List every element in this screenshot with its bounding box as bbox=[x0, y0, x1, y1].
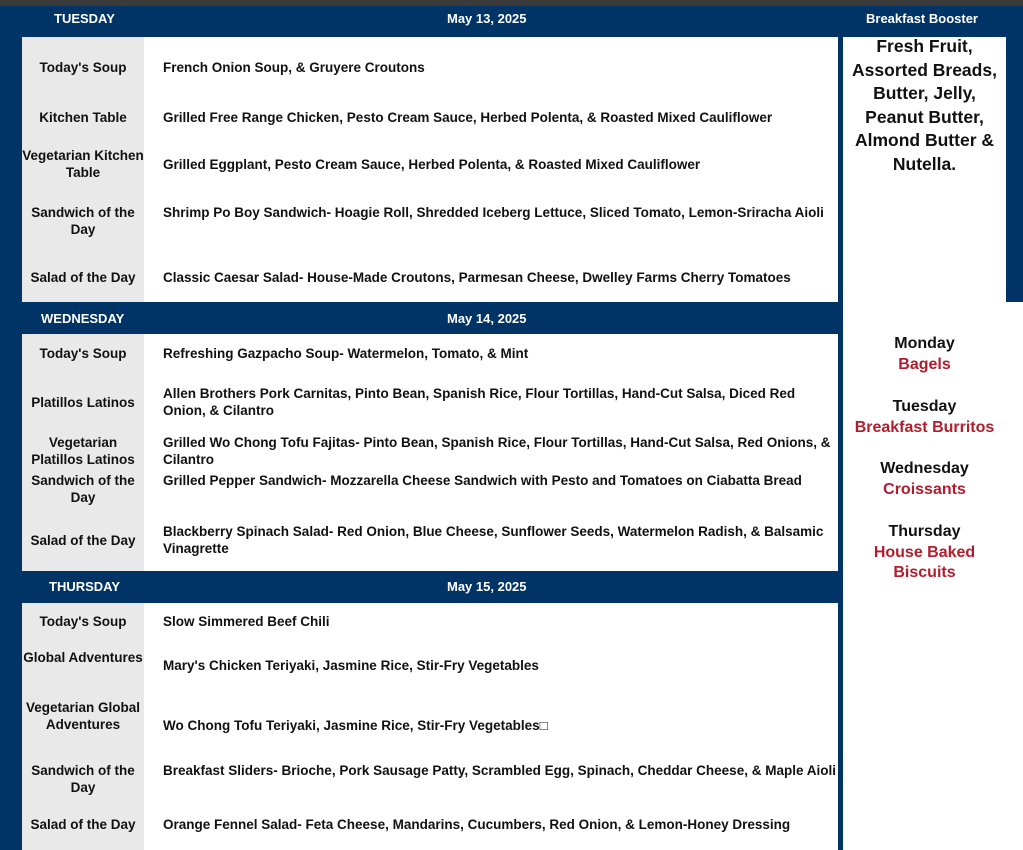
row-label: Today's Soup bbox=[39, 60, 127, 75]
row-label: Salad of the Day bbox=[30, 270, 136, 285]
row-description: Orange Fennel Salad- Feta Cheese, Mandarins, Cucumbers, Red Onion, & Lemon-Honey Dressing bbox=[163, 817, 791, 832]
breakfast-booster-header: Breakfast Booster bbox=[866, 11, 978, 26]
booster-day-thursday bbox=[843, 522, 1006, 583]
booster-day-item: House Baked Biscuits bbox=[873, 544, 976, 581]
row-label: Platillos Latinos bbox=[31, 395, 135, 410]
row-description: Grilled Free Range Chicken, Pesto Cream Sauce, Herbed Polenta, & Roasted Mixed Cauliflower bbox=[163, 110, 773, 125]
breakfast-booster-description: Fresh Fruit, Assorted Breads, Butter, Jelly, Peanut Butter, Almond Butter & Nutella. bbox=[852, 36, 997, 174]
booster-day-name: Tuesday bbox=[892, 398, 957, 415]
row-description: Breakfast Sliders- Brioche, Pork Sausage Patty, Scrambled Egg, Spinach, Cheddar Cheese, & Maple Aioli bbox=[163, 763, 836, 778]
row-description: Blackberry Spinach Salad- Red Onion, Blue Cheese, Sunflower Seeds, Watermelon Radish, & Balsamic Vinagrette bbox=[163, 524, 824, 556]
row-label: Global Adventures bbox=[23, 650, 143, 665]
booster-day-name: Wednesday bbox=[880, 460, 969, 477]
row-description: French Onion Soup, & Gruyere Croutons bbox=[163, 60, 425, 75]
top-bar bbox=[0, 0, 1023, 6]
row-description: Refreshing Gazpacho Soup- Watermelon, Tomato, & Mint bbox=[163, 346, 529, 361]
row-description: Slow Simmered Beef Chili bbox=[163, 614, 330, 629]
row-description: Mary's Chicken Teriyaki, Jasmine Rice, Stir-Fry Vegetables bbox=[163, 658, 539, 673]
row-label: Salad of the Day bbox=[30, 817, 136, 832]
row-description: Shrimp Po Boy Sandwich- Hoagie Roll, Shredded Iceberg Lettuce, Sliced Tomato, Lemon-Sriracha Aioli bbox=[163, 205, 824, 220]
row-label: Today's Soup bbox=[39, 346, 127, 361]
row-description: Wo Chong Tofu Teriyaki, Jasmine Rice, Stir-Fry Vegetables□ bbox=[163, 718, 548, 733]
booster-day-name: Monday bbox=[894, 335, 955, 352]
row-label: Sandwich of the Day bbox=[31, 763, 135, 795]
booster-day-item: Bagels bbox=[898, 356, 951, 373]
booster-day-wednesday bbox=[843, 459, 1006, 500]
booster-day-monday bbox=[843, 334, 1006, 375]
row-description: Allen Brothers Pork Carnitas, Pinto Bean, Spanish Rice, Flour Tortillas, Hand-Cut Salsa, Diced Red Onion, & Cilantro bbox=[163, 386, 796, 418]
date-header-thursday: May 15, 2025 bbox=[447, 579, 527, 594]
day-header-tuesday: TUESDAY bbox=[54, 11, 115, 26]
booster-day-item: Breakfast Burritos bbox=[854, 419, 995, 436]
day-header-thursday: THURSDAY bbox=[49, 579, 121, 594]
row-description: Classic Caesar Salad- House-Made Croutons, Parmesan Cheese, Dwelley Farms Cherry Tomatoes bbox=[163, 270, 791, 285]
row-label: Vegetarian Global Adventures bbox=[25, 700, 141, 732]
booster-day-name: Thursday bbox=[888, 523, 961, 540]
booster-day-tuesday bbox=[843, 397, 1006, 438]
row-label: Vegetarian Kitchen Table bbox=[22, 148, 144, 180]
row-description: Grilled Pepper Sandwich- Mozzarella Cheese Sandwich with Pesto and Tomatoes on Ciabatta Bread bbox=[163, 473, 802, 488]
row-label: Today's Soup bbox=[39, 614, 127, 629]
row-label: Sandwich of the Day bbox=[31, 473, 135, 505]
row-description: Grilled Wo Chong Tofu Fajitas- Pinto Bean, Spanish Rice, Flour Tortillas, Hand-Cut Salsa, Red Onions, & Cilantro bbox=[163, 435, 831, 467]
row-label: Sandwich of the Day bbox=[31, 205, 135, 237]
row-label: Vegetarian Platillos Latinos bbox=[31, 435, 135, 467]
date-header-wednesday: May 14, 2025 bbox=[447, 311, 527, 326]
day-header-wednesday: WEDNESDAY bbox=[41, 311, 125, 326]
booster-day-item: Croissants bbox=[883, 481, 966, 498]
row-label: Salad of the Day bbox=[30, 533, 136, 548]
date-header-tuesday: May 13, 2025 bbox=[447, 11, 527, 26]
row-label: Kitchen Table bbox=[39, 110, 127, 125]
row-description: Grilled Eggplant, Pesto Cream Sauce, Herbed Polenta, & Roasted Mixed Cauliflower bbox=[163, 157, 701, 172]
